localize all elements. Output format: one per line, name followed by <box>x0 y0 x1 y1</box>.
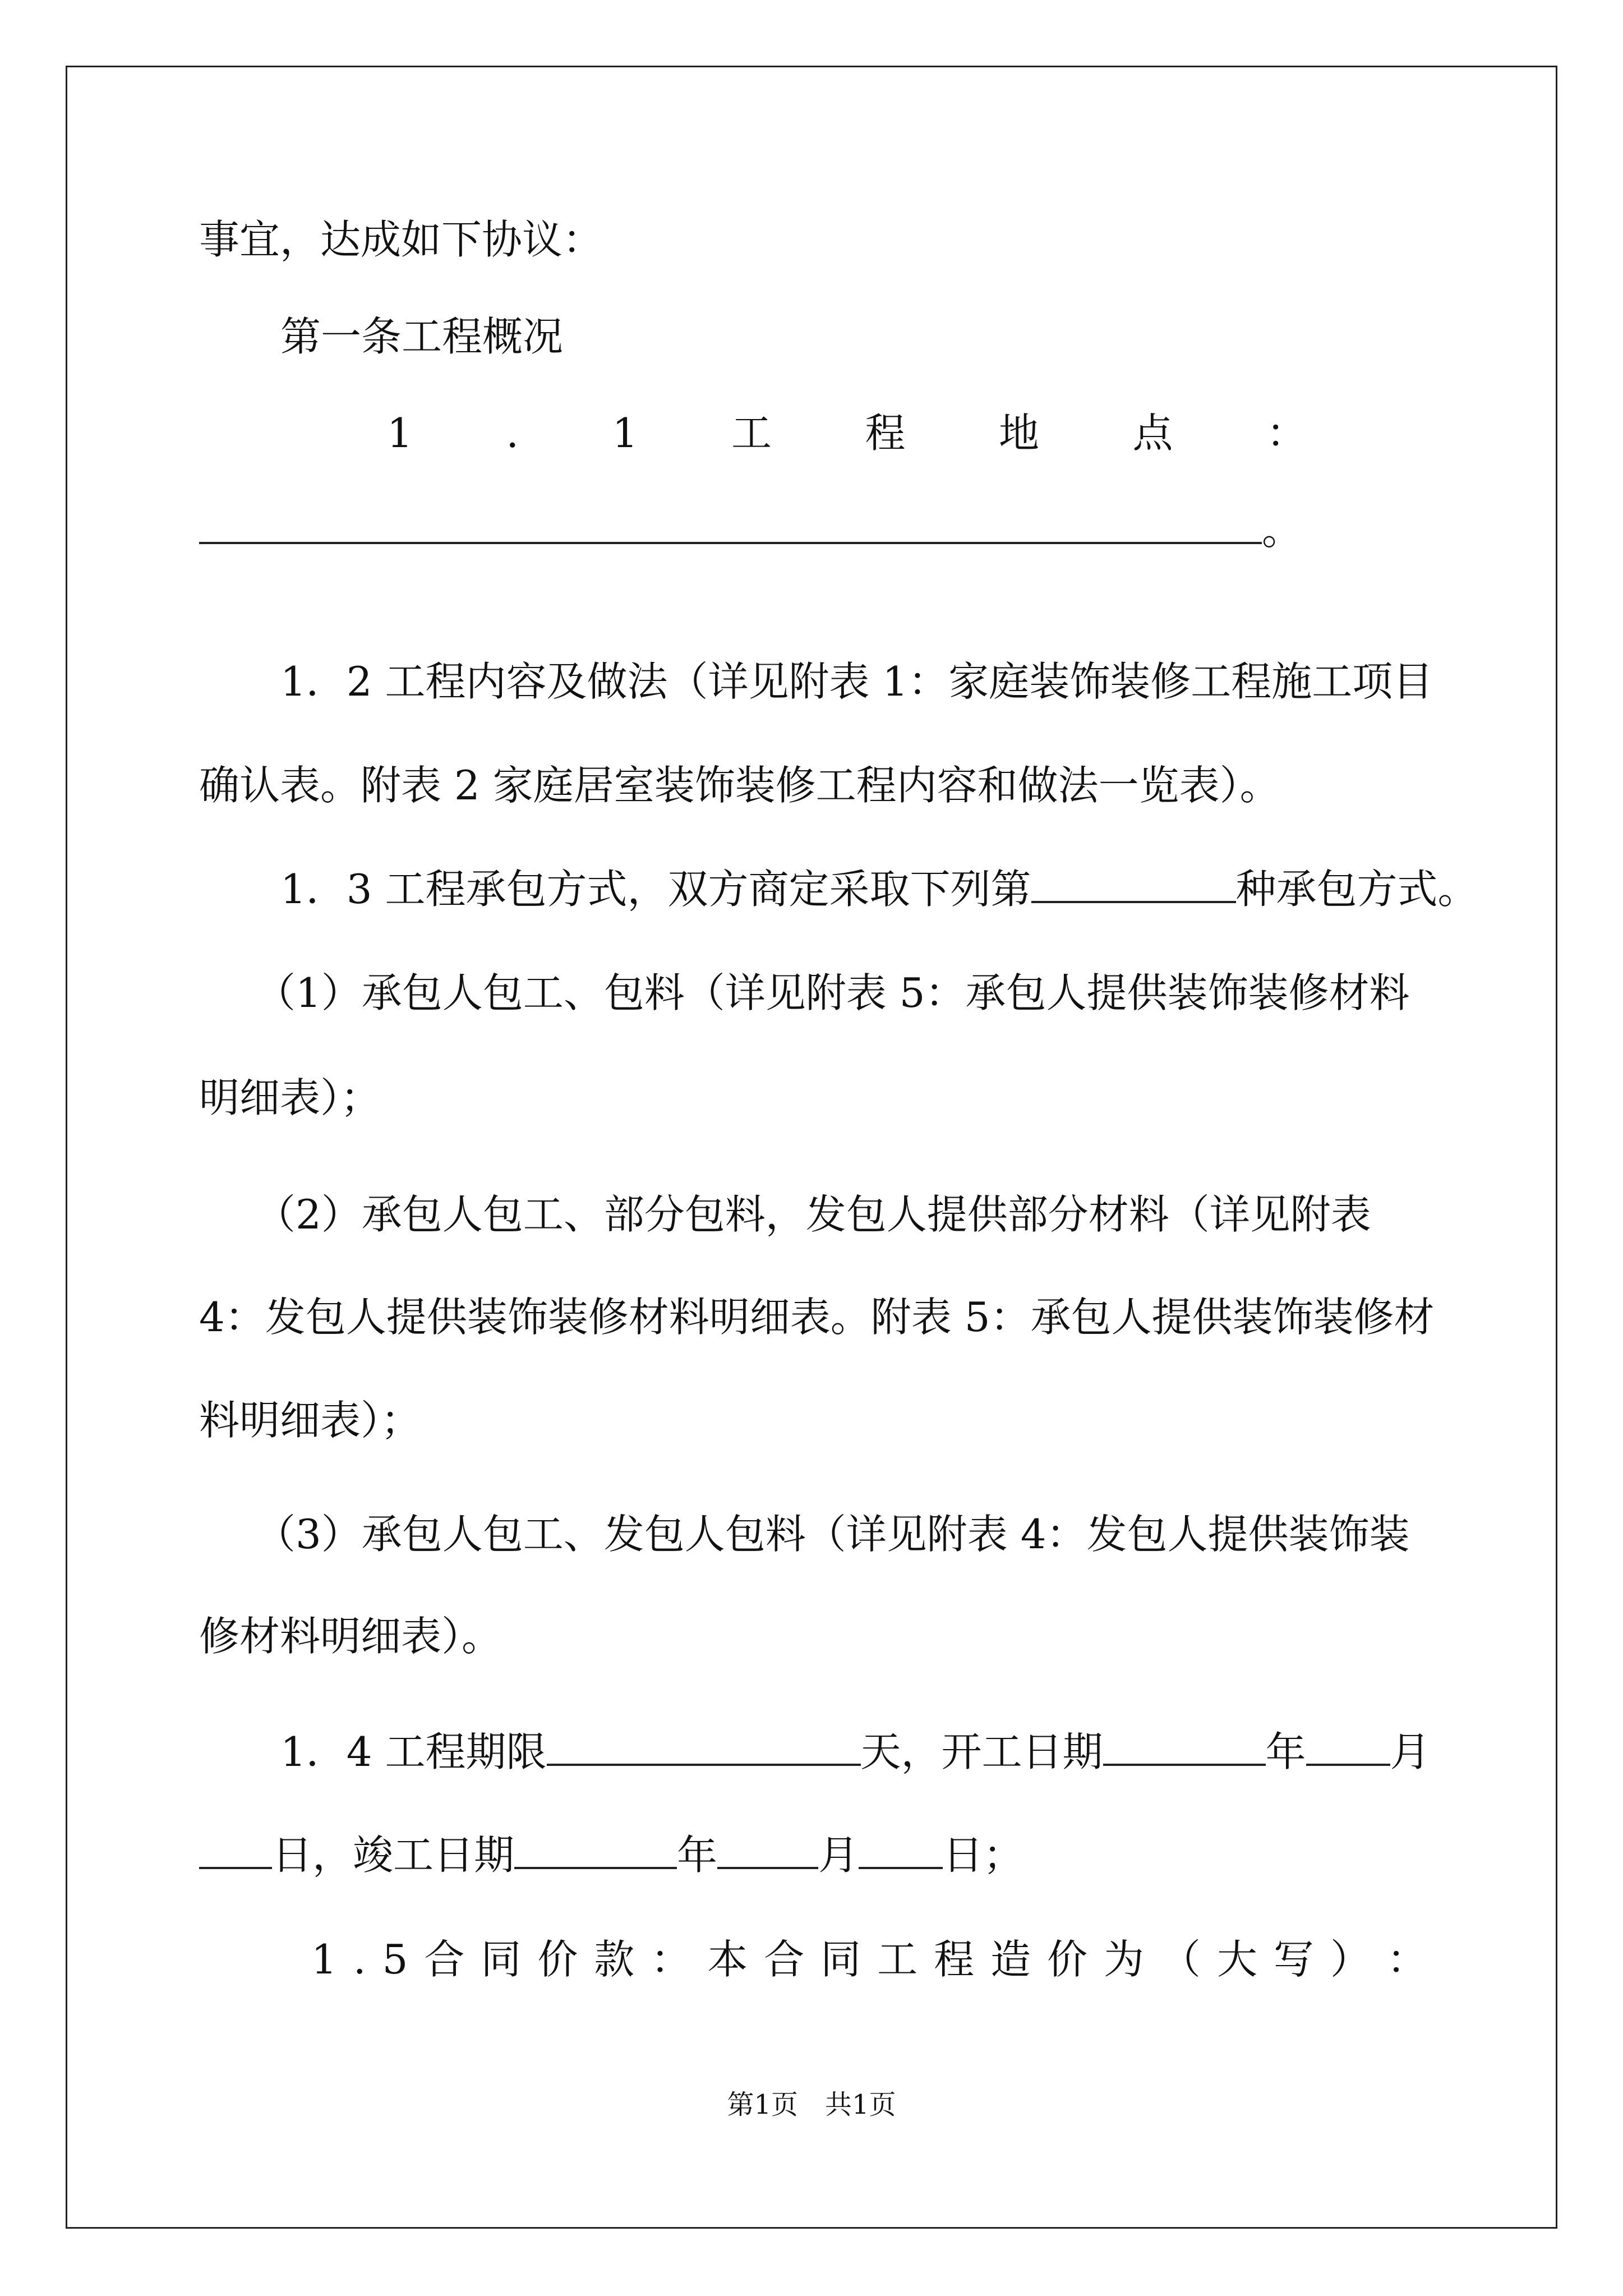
item-1-5-char: 合 <box>764 1936 805 1983</box>
intro-line: 事宜，达成如下协议： <box>199 216 603 263</box>
month-label: 月 <box>1390 1728 1431 1775</box>
item-1-3-suffix: 种承包方式。 <box>1235 866 1478 913</box>
day-start-label: 日，竣工日期 <box>272 1832 515 1879</box>
start-year-blank[interactable] <box>1103 1727 1266 1766</box>
item-1-5-char: ： <box>651 1936 691 1983</box>
page-border <box>66 66 1557 2229</box>
item-1-4-line-a <box>280 1727 1514 1777</box>
end-mark: 。 <box>1262 507 1303 554</box>
option-2-line-a: （2）承包人包工、部分包料，发包人提供部分材料（详见附表 <box>255 1191 1371 1238</box>
item-1-5-char: 大 <box>1216 1936 1257 1983</box>
contract-type-blank[interactable] <box>1031 864 1236 903</box>
item-1-1-char: 点 <box>1132 409 1173 457</box>
item-1-1-char: 1 <box>387 409 413 457</box>
option-2-line-c: 料明细表）； <box>199 1397 422 1444</box>
address-blank[interactable] <box>199 505 1262 544</box>
item-1-4-prefix: 1．4 工程期限 <box>280 1728 547 1775</box>
duration-blank[interactable] <box>547 1727 861 1766</box>
item-1-5-char: 5 <box>382 1936 408 1983</box>
item-1-5-char: 1 <box>311 1936 337 1983</box>
item-1-5-char: 价 <box>1047 1936 1088 1983</box>
day-end-label: 日； <box>943 1832 1024 1879</box>
item-1-3-prefix: 1．3 工程承包方式，双方商定采取下列第 <box>280 866 1031 913</box>
page-footer: 第1页 共1页 <box>727 2089 896 2120</box>
item-1-5-char: 款 <box>594 1936 635 1983</box>
month2-label: 月 <box>818 1832 859 1879</box>
start-day-blank[interactable] <box>199 1830 272 1869</box>
option-2-line-b: 4：发包人提供装饰装修材料明细表。附表 5：承包人提供装饰装修材 <box>199 1294 1435 1341</box>
item-1-5-char: 同 <box>481 1936 522 1983</box>
article-title: 第一条工程概况 <box>280 313 564 360</box>
year-label: 年 <box>1265 1728 1306 1775</box>
item-1-5-char: 同 <box>820 1936 861 1983</box>
item-1-5-line <box>311 1934 1427 1985</box>
end-year-blank[interactable] <box>514 1830 677 1869</box>
option-1-line-a: （1）承包人包工、包料（详见附表 5：承包人提供装饰装修材料 <box>255 969 1410 1016</box>
item-1-5-char: ） <box>1330 1936 1371 1983</box>
item-1-5-char: . <box>353 1936 366 1983</box>
item-1-1-char: 程 <box>865 409 906 457</box>
item-1-1-char: 工 <box>731 409 772 457</box>
option-3-line-a: （3）承包人包工、发包人包料（详见附表 4：发包人提供装饰装 <box>255 1511 1410 1558</box>
start-month-blank[interactable] <box>1306 1727 1390 1766</box>
item-1-5-char: 工 <box>877 1936 918 1983</box>
item-1-5-char: ： <box>1386 1936 1427 1983</box>
item-1-2-line-a: 1．2 工程内容及做法（详见附表 1：家庭装饰装修工程施工项目 <box>280 658 1433 705</box>
year2-label: 年 <box>677 1832 718 1879</box>
item-1-5-char: 写 <box>1273 1936 1314 1983</box>
item-1-1-blank-line <box>199 505 1433 555</box>
item-1-5-char: 价 <box>537 1936 578 1983</box>
option-3-line-b: 修材料明细表）。 <box>199 1613 502 1660</box>
item-1-1-char: ： <box>1266 409 1307 457</box>
item-1-1-char: 地 <box>998 409 1039 457</box>
days-label: 天，开工日期 <box>860 1728 1103 1775</box>
option-1-line-b: 明细表）； <box>199 1074 381 1121</box>
item-1-5-char: 合 <box>424 1936 465 1983</box>
item-1-4-line-b <box>199 1830 1433 1880</box>
item-1-1-char: 1 <box>612 409 638 457</box>
item-1-5-char: 造 <box>990 1936 1031 1983</box>
item-1-1-char: . <box>506 409 519 457</box>
item-1-1-line <box>387 408 1307 458</box>
end-day-blank[interactable] <box>859 1830 943 1869</box>
end-month-blank[interactable] <box>717 1830 818 1869</box>
item-1-2-line-b: 确认表。附表 2 家庭居室装饰装修工程内容和做法一览表）。 <box>199 762 1280 809</box>
item-1-3-line <box>280 864 1514 914</box>
item-1-5-char: 本 <box>707 1936 748 1983</box>
item-1-5-char: （ <box>1160 1936 1201 1983</box>
item-1-5-char: 程 <box>934 1936 975 1983</box>
item-1-5-char: 为 <box>1104 1936 1145 1983</box>
